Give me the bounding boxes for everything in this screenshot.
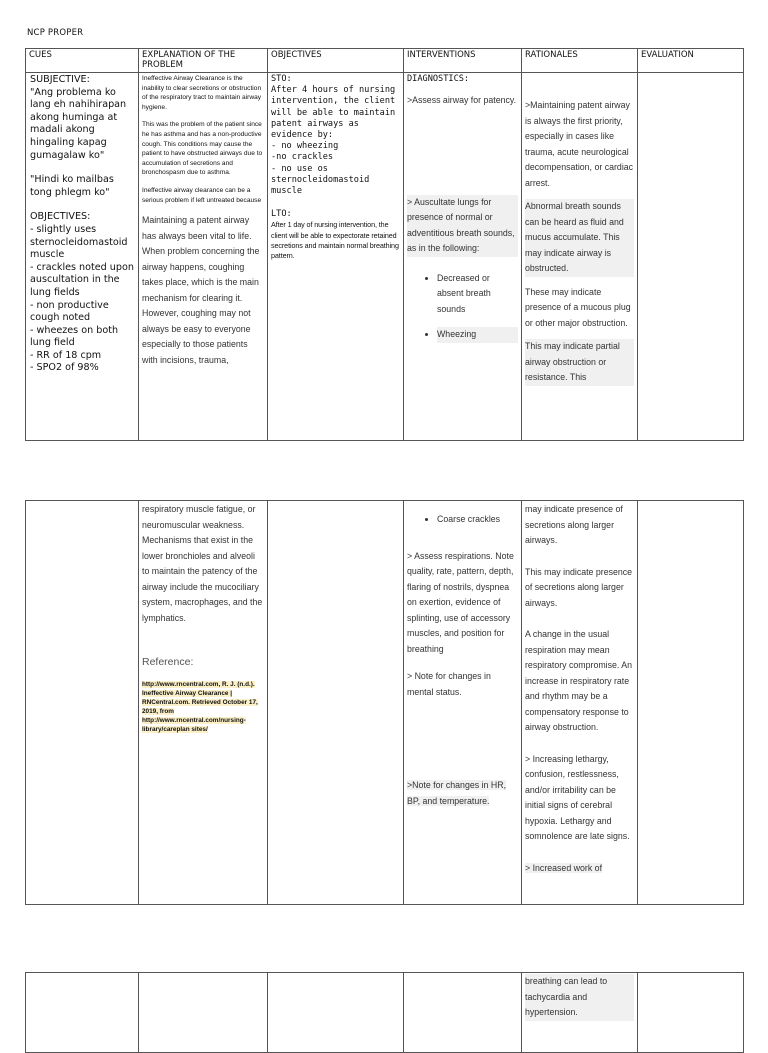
reference-text: http://www.rncentral.com, R. J. (n.d.). Ineffective Airway Clearance | RNCentral.com. Retrieved October 17, 2019, from http://www.rncentral.com/nursing-library/careplan sites/: [142, 681, 258, 733]
list-item: • Wheezing: [437, 327, 518, 343]
intervention-item: >Note for changes in HR, BP, and temperature.: [407, 780, 507, 806]
table-row: [26, 973, 744, 1053]
header-explanation: EXPLANATION OF THE PROBLEM: [139, 49, 268, 73]
rationale-item: > Increasing lethargy, confusion, restlessness, and/or irritability can be initial signs of cerebral hypoxia. Lethargy and somnolence are late signs.: [525, 753, 630, 841]
page-title: NCP PROPER: [27, 28, 84, 38]
sto-item: -no crackles: [271, 152, 334, 163]
lto-label: LTO:: [271, 209, 292, 220]
lto-text: After 1 day of nursing intervention, the client will be able to expectorate retained secretions and maintain normal breathing pattern.: [271, 220, 399, 261]
objectives-cell: [268, 73, 404, 441]
ncp-table-page-3: [25, 972, 744, 1053]
interventions-cell: [404, 73, 522, 441]
rationale-item: may indicate presence of secretions along larger airways.: [525, 504, 623, 545]
evaluation-cell: [638, 973, 744, 1053]
table-header-row: [26, 49, 744, 73]
rationale-item: This may indicate partial airway obstruction or resistance. This: [525, 339, 634, 386]
subjective-statement: "Hindi ko mailbas tong phlegm ko": [30, 174, 114, 198]
rationale-item: Abnormal breath sounds can be heard as fluid and mucus accumulate. This may indicate airway is obstructed.: [525, 199, 634, 277]
interventions-cell: [404, 973, 522, 1053]
intervention-item: > Assess respirations. Note quality, rate, pattern, depth, flaring of nostrils, dyspnea on exertion, evidence of splinting, use of accessory muscles, and position for breathing: [407, 550, 514, 654]
rationales-cell: [522, 73, 638, 441]
header-cues: CUES: [26, 49, 139, 73]
header-objectives: OBJECTIVES: [268, 49, 404, 73]
interventions-cell: [404, 501, 522, 905]
intervention-item: >Assess airway for patency.: [407, 95, 517, 106]
rationale-item: A change in the usual respiration may mean respiratory compromise. An increase in respiratory rate and rhythm may be a compensatory response to airway obstruction.: [525, 629, 633, 732]
table-row: [26, 73, 744, 441]
cues-cell: [26, 501, 139, 905]
rationales-cell: [522, 501, 638, 905]
objective-label: OBJECTIVES:: [30, 211, 91, 223]
rationales-cell: [522, 973, 638, 1053]
explanation-patient-context: This was the problem of the patient since he has asthma and has a non-productive cough. This conditions may cause the patient to have obstructed airways due to accumulation of secretions and bronchospasm due to asthma.: [142, 121, 263, 177]
subjective-statement: "Ang problema ko lang eh nahihirapan akong huminga at madali akong hingaling kapag gumagalaw ko": [30, 86, 127, 161]
objective-item: - slightly uses sternocleidomastoid muscle: [30, 223, 128, 261]
header-evaluation: EVALUATION: [638, 49, 744, 73]
objectives-cell: [268, 501, 404, 905]
objectives-cell: [268, 973, 404, 1053]
explanation-cell: [139, 973, 268, 1053]
diagnostics-label: DIAGNOSTICS:: [407, 74, 470, 84]
rationale-item: These may indicate presence of a mucous plug or other major obstruction.: [525, 286, 631, 328]
objective-item: - wheezes on both lung field: [30, 324, 119, 349]
objective-item: - non productive cough noted: [30, 299, 109, 324]
reference-label: Reference:: [142, 656, 194, 668]
explanation-cell: [139, 73, 268, 441]
sto-item: - no use os sternocleidomastoid muscle: [271, 163, 370, 197]
objective-item: - crackles noted upon auscultation in the lung fields: [30, 261, 134, 298]
sto-label: STO:: [271, 74, 292, 84]
subjective-label: SUBJECTIVE:: [30, 74, 90, 85]
sto-text: After 4 hours of nursing intervention, the client will be able to maintain patent airways as evidence by:: [271, 85, 396, 141]
intervention-item: > Auscultate lungs for presence of normal or adventitious breath sounds, as in the following:: [407, 195, 518, 257]
table-row: [26, 501, 744, 905]
breath-sound-list: [407, 271, 518, 343]
list-item: • Coarse crackles: [437, 512, 518, 528]
cues-cell: [26, 973, 139, 1053]
explanation-cell: [139, 501, 268, 905]
explanation-definition: Ineffective Airway Clearance is the inability to clear secretions or obstruction of the respiratory tract to maintain airway hygiene.: [142, 75, 262, 111]
sto-item: - no wheezing: [271, 141, 339, 152]
objective-item: - SPO2 of 98%: [30, 362, 99, 374]
header-interventions: INTERVENTIONS: [404, 49, 522, 73]
explanation-consequence: Ineffective airway clearance can be a serious problem if left untreated because: [142, 186, 262, 204]
rationale-item: This may indicate presence of secretions along larger airways.: [525, 566, 633, 608]
objective-item: - RR of 18 cpm: [30, 349, 102, 361]
explanation-body: respiratory muscle fatigue, or neuromuscular weakness. Mechanisms that exist in the lower bronchioles and alveoli to maintain the patency of the airway include the mucociliary system, macrophages, and the lymphatics.: [142, 504, 263, 623]
ncp-table-page-1: [25, 48, 744, 441]
evaluation-cell: [638, 501, 744, 905]
intervention-item: > Note for changes in mental status.: [407, 671, 491, 697]
header-rationales: RATIONALES: [522, 49, 638, 73]
breath-sound-list: [407, 512, 518, 528]
rationale-item: > Increased work of: [525, 862, 603, 873]
ncp-table-page-2: [25, 500, 744, 905]
explanation-body: Maintaining a patent airway has always been vital to life. When problem concerning the airway happens, coughing takes place, which is the main mechanism for clearing it. However, coughing may not always be easy to everyone especially to those patients with incisions, trauma,: [142, 215, 260, 365]
rationale-item: >Maintaining patent airway is always the first priority, especially in cases like trauma, acute neurological decompensation, or cardiac arrest.: [525, 100, 634, 188]
rationale-item: breathing can lead to tachycardia and hypertension.: [525, 974, 634, 1021]
list-item: • Decreased or absent breath sounds: [437, 271, 518, 318]
cues-cell: [26, 73, 139, 441]
evaluation-cell: [638, 73, 744, 441]
